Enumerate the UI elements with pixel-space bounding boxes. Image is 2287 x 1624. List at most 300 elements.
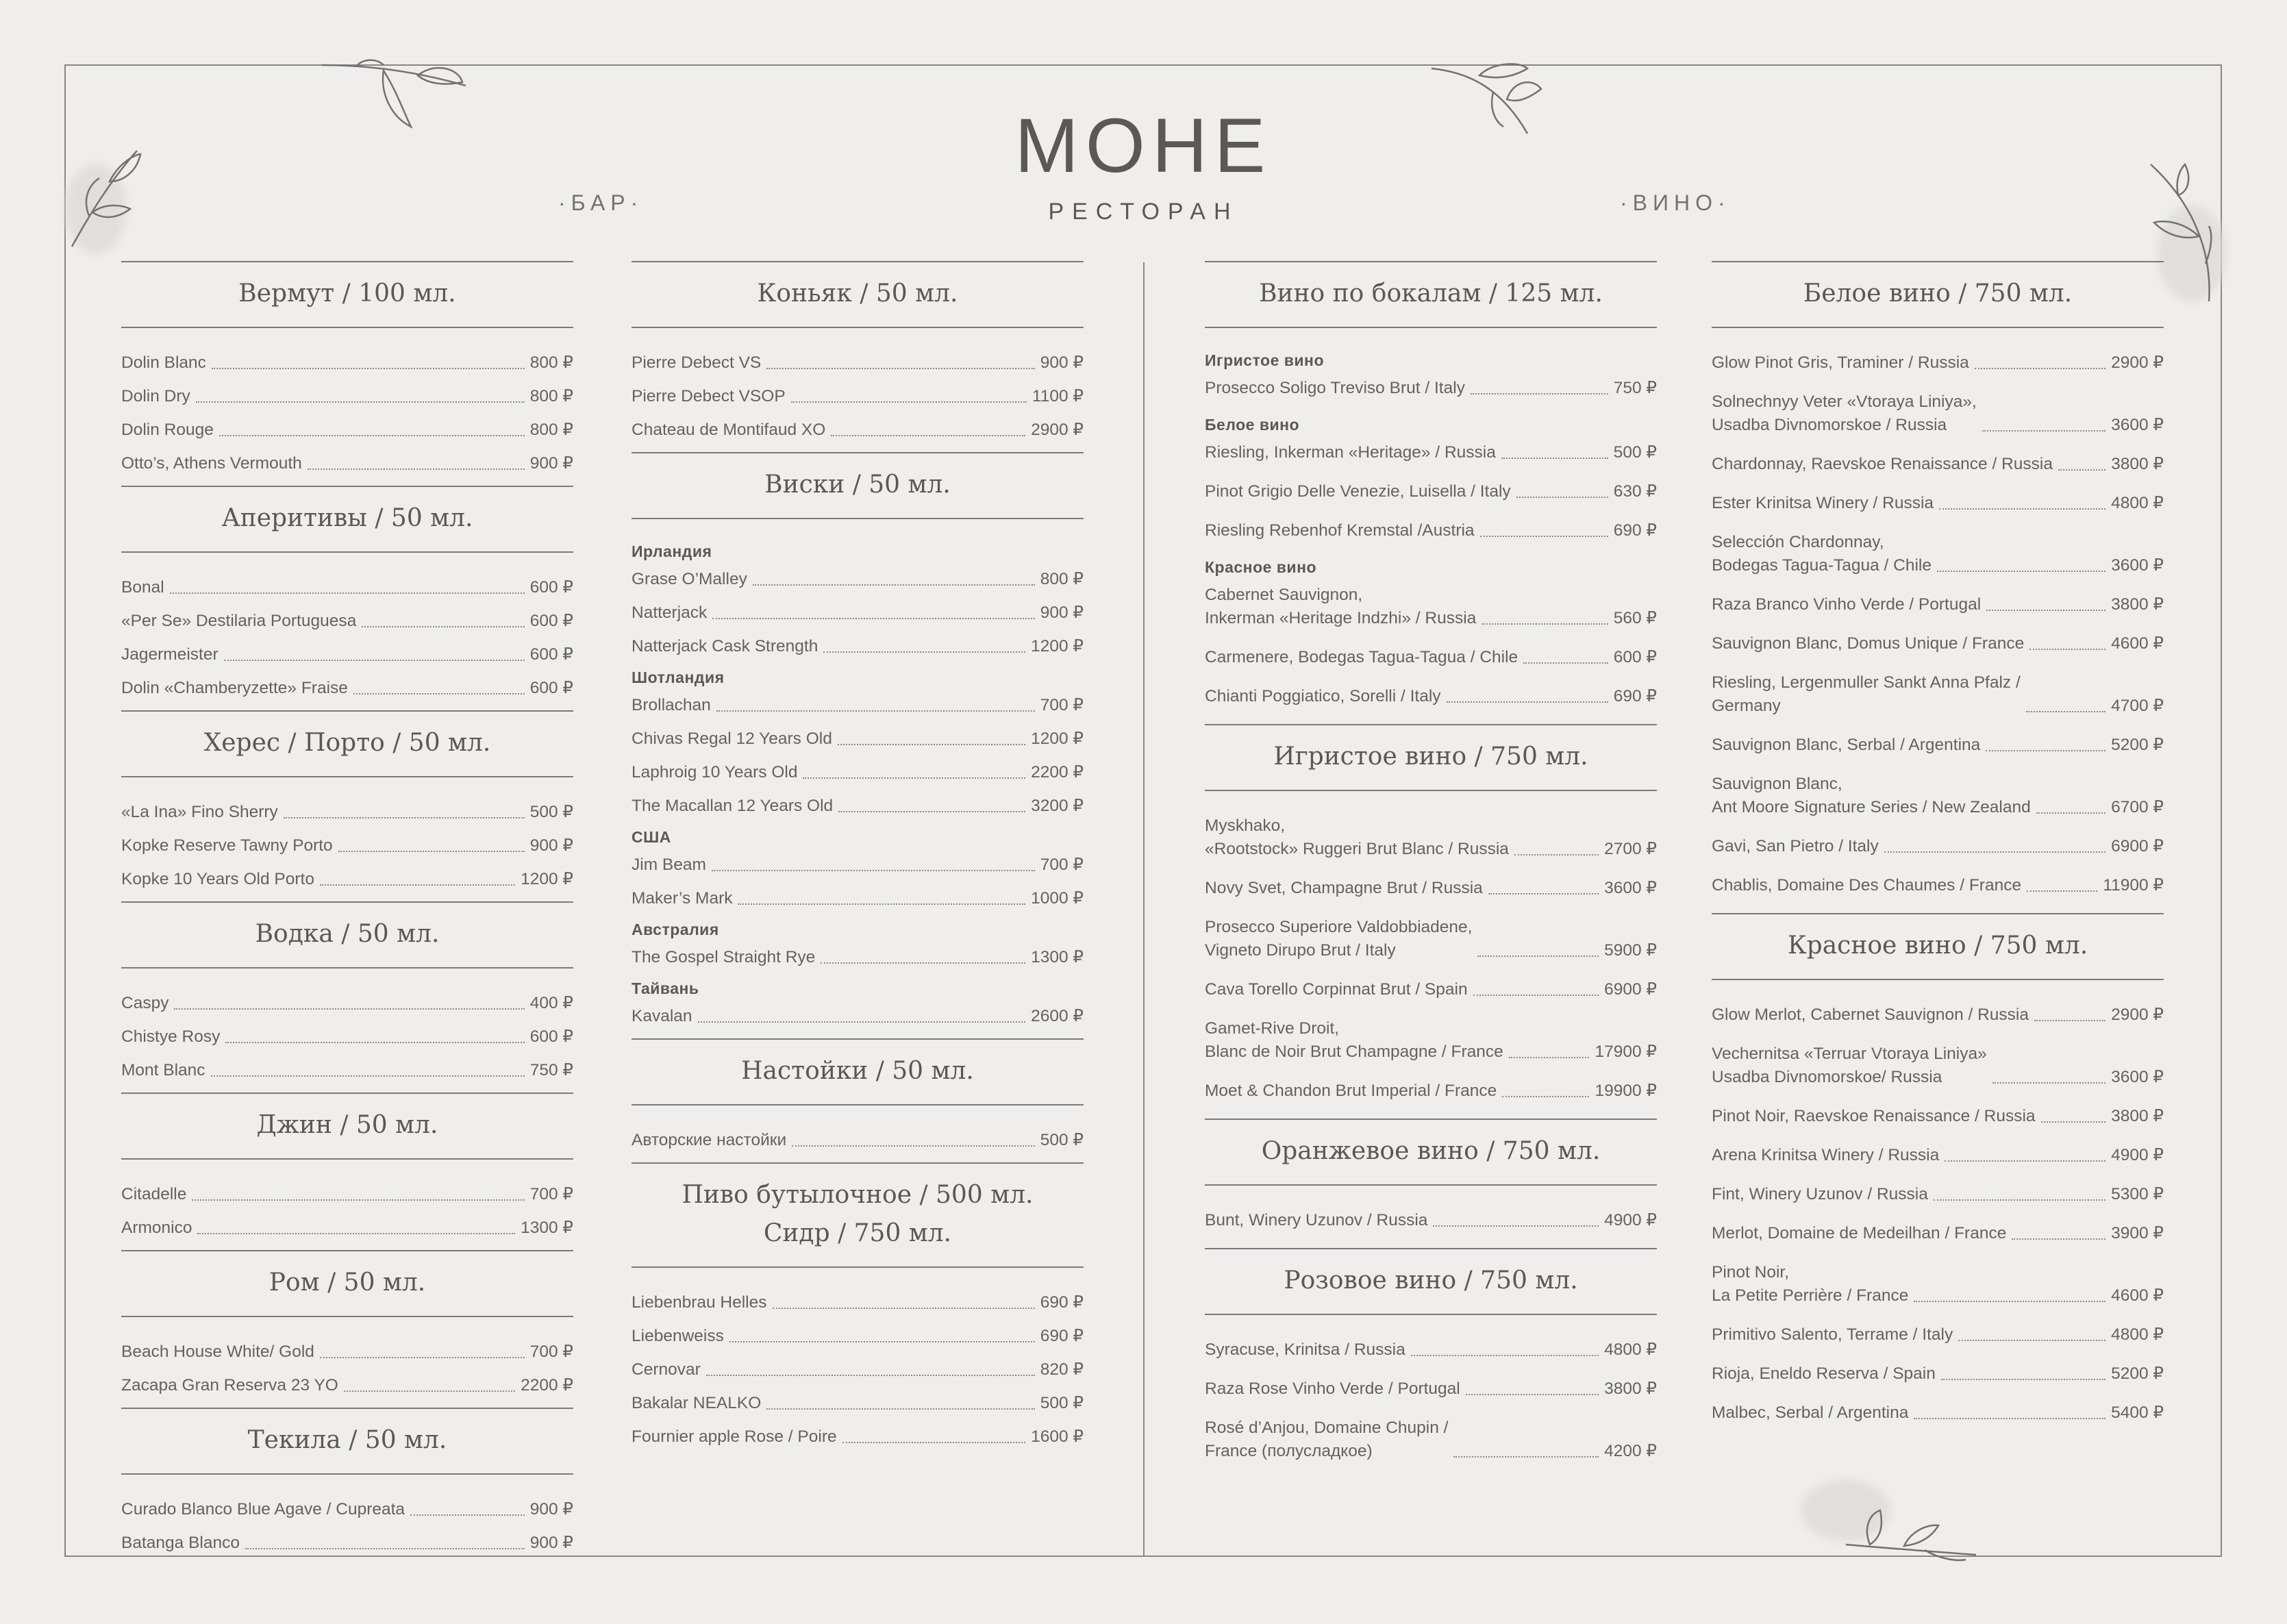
item-name: Mont Blanc [121, 1061, 205, 1079]
item-price: 900 ₽ [529, 836, 573, 855]
item-name: Rioja, Eneldo Reserva / Spain [1712, 1364, 1936, 1383]
dot-leader [1523, 662, 1608, 664]
item-price: 600 ₽ [1613, 648, 1657, 666]
item-name: Pierre Debect VS [632, 353, 762, 372]
item-name: Caspy [121, 994, 169, 1012]
item-price: 4800 ₽ [2111, 1325, 2164, 1344]
item-price: 5200 ₽ [2111, 736, 2164, 754]
item-name: Bunt, Winery Uzunov / Russia [1205, 1211, 1428, 1229]
menu-item [121, 677, 573, 700]
item-price: 2900 ₽ [1031, 421, 1084, 439]
dot-leader [1884, 851, 2105, 853]
menu-column-wine-2 [1712, 261, 2164, 1440]
menu-item [121, 643, 573, 666]
item-name: Jagermeister [121, 645, 218, 664]
section-title: Белое вино / 750 мл. [1803, 279, 2073, 308]
menu-item [121, 834, 573, 858]
item-price: 700 ₽ [529, 1342, 573, 1361]
item-price: 1300 ₽ [1031, 948, 1084, 966]
item-name: Riesling, Lergenmuller Sankt Anna Pfalz / Germany [1712, 673, 2021, 715]
item-price: 400 ₽ [529, 994, 573, 1012]
menu-item [1205, 377, 1657, 400]
item-name: Novy Svet, Champagne Brut / Russia [1205, 879, 1483, 897]
dot-leader [773, 1308, 1035, 1309]
menu-item [1712, 351, 2164, 375]
section-header [632, 261, 1084, 328]
item-name: Kopke Reserve Tawny Porto [121, 836, 333, 855]
dot-leader [320, 1357, 525, 1358]
group-label: Ирландия [632, 542, 712, 560]
section-title: Вино по бокалам / 125 мл. [1259, 279, 1603, 308]
section-title: Джин / 50 мл. [256, 1111, 438, 1139]
item-name: Dolin Blanc [121, 353, 206, 372]
dot-leader [353, 693, 525, 695]
dot-leader [284, 817, 525, 819]
item-name: Dolin Rouge [121, 421, 214, 439]
item-price: 4700 ₽ [2111, 697, 2164, 715]
menu-section [121, 1092, 573, 1240]
section-header [632, 1038, 1084, 1105]
dot-leader [766, 1408, 1034, 1410]
menu-item [121, 610, 573, 633]
menu-item [632, 1005, 1084, 1028]
menu-item [1205, 978, 1657, 1001]
item-price: 3600 ₽ [1604, 879, 1657, 897]
menu-section [1205, 261, 1657, 708]
menu-section [1205, 724, 1657, 1103]
item-name: Malbec, Serbal / Argentina [1712, 1403, 1909, 1422]
item-price: 4600 ₽ [2111, 1286, 2164, 1305]
item-price: 3600 ₽ [2111, 1068, 2164, 1086]
item-price: 820 ₽ [1040, 1360, 1084, 1379]
item-name: Raza Rose Vinho Verde / Portugal [1205, 1379, 1460, 1398]
item-name: Kavalan [632, 1007, 692, 1025]
item-price: 600 ₽ [529, 679, 573, 697]
menu-section [121, 1250, 573, 1397]
menu-item [632, 1392, 1084, 1415]
item-price: 3600 ₽ [2111, 416, 2164, 434]
dot-leader [1466, 1394, 1599, 1395]
item-price: 2200 ₽ [1031, 763, 1084, 782]
item-price: 690 ₽ [1040, 1293, 1084, 1312]
item-name: Maker’s Mark [632, 889, 733, 908]
menu-item [121, 868, 573, 891]
dot-leader [698, 1021, 1026, 1023]
dot-leader [1516, 497, 1608, 498]
dot-leader [1992, 1082, 2105, 1084]
menu-item [1712, 1105, 2164, 1128]
menu-item [1205, 480, 1657, 503]
item-name: Rosé d’Anjou, Domaine Chupin / France (полусладкое) [1205, 1419, 1449, 1460]
item-name: Raza Branco Vinho Verde / Portugal [1712, 595, 1982, 614]
menu-item [632, 419, 1084, 442]
dot-leader [712, 618, 1034, 619]
menu-column-wine-1 [1205, 261, 1657, 1479]
item-name: Primitivo Salento, Terrame / Italy [1712, 1325, 1953, 1344]
section-title: Оранжевое вино / 750 мл. [1261, 1137, 1601, 1165]
dot-leader [1514, 854, 1599, 855]
menu-item [632, 853, 1084, 877]
dot-leader [1482, 623, 1608, 625]
menu-section [121, 901, 573, 1082]
dot-leader [197, 1233, 515, 1234]
item-name: Ester Krinitsa Winery / Russia [1712, 494, 1934, 512]
item-name: Natterjack [632, 603, 708, 622]
item-name: Pinot Grigio Delle Venezie, Luisella / Italy [1205, 482, 1511, 501]
dot-leader [308, 469, 525, 470]
menu-item [1205, 1209, 1657, 1232]
menu-section [1712, 261, 2164, 897]
item-name: Dolin Dry [121, 387, 190, 405]
item-name: Prosecco Superiore Valdobbiadene, Vigneto Dirupo Brut / Italy [1205, 918, 1473, 960]
section-title: Виски / 50 мл. [764, 471, 951, 499]
item-price: 900 ₽ [529, 1500, 573, 1519]
menu-item [121, 576, 573, 599]
section-header [121, 1092, 573, 1160]
section-title: Настойки / 50 мл. [741, 1057, 974, 1085]
item-name: Myskhako, «Rootstock» Ruggeri Brut Blanc / Russia [1205, 816, 1509, 858]
dot-leader [1501, 458, 1608, 459]
item-price: 3900 ₽ [2111, 1224, 2164, 1242]
dot-leader [753, 584, 1035, 586]
menu-item [1205, 1079, 1657, 1103]
menu-item [1205, 916, 1657, 962]
dot-leader [320, 884, 515, 886]
menu-item [1712, 1222, 2164, 1245]
leaf-branch-icon [1842, 1503, 1979, 1565]
item-price: 3800 ₽ [2111, 1107, 2164, 1125]
item-name: Chardonnay, Raevskoe Renaissance / Russia [1712, 455, 2053, 473]
dot-leader [2012, 1238, 2105, 1240]
item-name: Gavi, San Pietro / Italy [1712, 837, 1879, 855]
dot-leader [2029, 649, 2105, 650]
item-name: Arena Krinitsa Winery / Russia [1712, 1146, 1940, 1164]
section-header [1205, 724, 1657, 791]
dot-leader [1480, 536, 1608, 537]
menu-section [1205, 1248, 1657, 1463]
menu-item [121, 452, 573, 475]
section-title: Пиво бутылочное / 500 мл. Сидр / 750 мл. [682, 1181, 1034, 1247]
section-header [1205, 261, 1657, 328]
dot-leader [1433, 1225, 1599, 1227]
item-price: 700 ₽ [1040, 855, 1084, 874]
item-name: Moet & Chandon Brut Imperial / France [1205, 1082, 1497, 1100]
menu-item [632, 694, 1084, 717]
item-name: Prosecco Soligo Treviso Brut / Italy [1205, 379, 1465, 397]
item-name: Grase O’Malley [632, 570, 747, 588]
menu-item [1712, 671, 2164, 718]
item-price: 6700 ₽ [2111, 798, 2164, 816]
dot-leader [170, 592, 525, 594]
item-name: Riesling Rebenhof Kremstal /Austria [1205, 521, 1475, 540]
item-price: 750 ₽ [1613, 379, 1657, 397]
section-title: Аперитивы / 50 мл. [221, 504, 473, 532]
menu-item [632, 761, 1084, 784]
item-price: 700 ₽ [529, 1185, 573, 1203]
item-price: 1600 ₽ [1031, 1427, 1084, 1446]
item-name: Gamet-Rive Droit, Blanc de Noir Brut Champagne / France [1205, 1019, 1503, 1061]
item-price: 1200 ₽ [1031, 729, 1084, 748]
section-title: Текила / 50 мл. [247, 1426, 447, 1454]
item-price: 1300 ₽ [521, 1219, 573, 1237]
menu-item [632, 635, 1084, 658]
item-price: 900 ₽ [1040, 603, 1084, 622]
dot-leader [1975, 368, 2105, 369]
section-header [1205, 1119, 1657, 1186]
item-name: Bonal [121, 578, 164, 597]
item-price: 690 ₽ [1613, 521, 1657, 540]
menu-item [121, 1183, 573, 1206]
menu-item [1205, 519, 1657, 542]
item-name: Brollachan [632, 696, 711, 714]
menu-item [1712, 1183, 2164, 1206]
item-price: 690 ₽ [1040, 1327, 1084, 1345]
section-title: Вермут / 100 мл. [238, 279, 456, 308]
item-name: Liebenweiss [632, 1327, 724, 1345]
item-price: 4800 ₽ [2111, 494, 2164, 512]
item-name: Pinot Noir, Raevskoe Renaissance / Russia [1712, 1107, 2036, 1125]
menu-item [1205, 877, 1657, 900]
item-price: 6900 ₽ [1604, 980, 1657, 999]
group-label: США [632, 828, 671, 846]
item-name: The Macallan 12 Years Old [632, 797, 834, 815]
group-label: Шотландия [632, 669, 725, 686]
item-price: 3600 ₽ [2111, 556, 2164, 575]
dot-leader [803, 777, 1025, 779]
dot-leader [338, 851, 525, 852]
item-price: 4600 ₽ [2111, 634, 2164, 653]
item-name: Citadelle [121, 1185, 187, 1203]
item-name: Авторские настойки [632, 1131, 787, 1149]
menu-item [1712, 773, 2164, 819]
menu-item [1712, 1003, 2164, 1027]
item-price: 500 ₽ [1040, 1131, 1084, 1149]
section-title: Водка / 50 мл. [255, 920, 440, 948]
menu-item [1712, 1042, 2164, 1089]
item-price: 800 ₽ [529, 387, 573, 405]
group-label: Тайвань [632, 979, 699, 997]
menu-section [121, 261, 573, 475]
menu-item [632, 1425, 1084, 1449]
section-title: Коньяк / 50 мл. [757, 279, 958, 308]
menu-item [1205, 1416, 1657, 1463]
item-price: 800 ₽ [529, 353, 573, 372]
item-name: Jim Beam [632, 855, 706, 874]
menu-item [1712, 593, 2164, 616]
menu-item [1712, 1362, 2164, 1386]
item-price: 4900 ₽ [1604, 1211, 1657, 1229]
menu-item [1712, 874, 2164, 897]
item-name: Otto’s, Athens Vermouth [121, 454, 302, 473]
item-price: 1100 ₽ [1032, 387, 1084, 405]
item-price: 3800 ₽ [2111, 455, 2164, 473]
menu-item [1712, 1261, 2164, 1308]
item-price: 6900 ₽ [2111, 837, 2164, 855]
section-header [121, 261, 573, 328]
menu-item [1712, 390, 2164, 437]
dot-leader [1941, 1379, 2105, 1380]
dot-leader [1509, 1057, 1590, 1058]
dot-leader [1411, 1355, 1599, 1356]
item-name: Cabernet Sauvignon, Inkerman «Heritage Indzhi» / Russia [1205, 586, 1477, 627]
item-price: 2700 ₽ [1604, 840, 1657, 858]
item-name: Cava Torello Corpinnat Brut / Spain [1205, 980, 1468, 999]
dot-leader [729, 1341, 1035, 1342]
section-header [1712, 261, 2164, 328]
section-title: Игристое вино / 750 мл. [1273, 742, 1588, 771]
dot-leader [2034, 1020, 2105, 1021]
menu-item [632, 727, 1084, 751]
dot-leader [1937, 571, 2105, 572]
section-header [1712, 913, 2164, 980]
menu-item [632, 1129, 1084, 1152]
menu-section [632, 261, 1084, 442]
item-name: Pierre Debect VSOP [632, 387, 786, 405]
item-name: Vechernitsa «Terruar Vtoraya Liniya» Usadba Divnomorskoe/ Russia [1712, 1045, 1987, 1086]
dot-leader [1453, 1456, 1599, 1458]
menu-item [1205, 441, 1657, 464]
item-price: 560 ₽ [1613, 609, 1657, 627]
item-name: Pinot Noir, La Petite Perrière / France [1712, 1263, 1909, 1305]
item-name: Sauvignon Blanc, Serbal / Argentina [1712, 736, 1981, 754]
dot-leader [410, 1514, 525, 1516]
dot-leader [1958, 1340, 2105, 1341]
dot-leader [821, 962, 1025, 964]
item-name: «Per Se» Destilaria Portuguesa [121, 612, 357, 630]
dot-leader [211, 1075, 525, 1077]
item-price: 3800 ₽ [2111, 595, 2164, 614]
dot-leader [1488, 893, 1599, 895]
item-name: Cernovar [632, 1360, 701, 1379]
menu-item [1712, 531, 2164, 577]
item-name: Sauvignon Blanc, Domus Unique / France [1712, 634, 2025, 653]
menu-item [121, 1498, 573, 1521]
section-title: Красное вино / 750 мл. [1787, 932, 2088, 960]
page-divider [1143, 262, 1145, 1557]
item-name: «La Ina» Fino Sherry [121, 803, 278, 821]
menu-item [1205, 1017, 1657, 1064]
dot-leader [2041, 1121, 2106, 1123]
dot-leader [219, 435, 525, 436]
menu-item [1712, 632, 2164, 655]
menu-section [121, 1408, 573, 1555]
section-header [121, 901, 573, 969]
menu-item [632, 887, 1084, 910]
item-price: 3200 ₽ [1031, 797, 1084, 815]
dot-leader [344, 1390, 515, 1392]
dot-leader [192, 1199, 524, 1201]
menu-item [121, 1216, 573, 1240]
item-name: The Gospel Straight Rye [632, 948, 816, 966]
menu-section [632, 452, 1084, 1028]
item-name: Chianti Poggiatico, Sorelli / Italy [1205, 687, 1441, 705]
item-price: 500 ₽ [529, 803, 573, 821]
dot-leader [791, 401, 1027, 403]
item-price: 900 ₽ [529, 1534, 573, 1552]
restaurant-subtitle: РЕСТОРАН [1048, 199, 1239, 225]
item-price: 600 ₽ [529, 578, 573, 597]
menu-item [1205, 685, 1657, 708]
dot-leader [174, 1008, 524, 1010]
section-header [121, 1408, 573, 1475]
bar-heading: ·БАР· [558, 190, 644, 215]
dot-leader [1502, 1096, 1589, 1097]
item-price: 600 ₽ [529, 612, 573, 630]
dot-leader [766, 368, 1034, 369]
item-name: Selección Chardonnay, Bodegas Tagua-Tagua / Chile [1712, 533, 1932, 575]
menu-section [1712, 913, 2164, 1425]
dot-leader [706, 1375, 1035, 1376]
item-name: Natterjack Cask Strength [632, 637, 818, 655]
item-price: 1000 ₽ [1031, 889, 1084, 908]
dot-leader [1986, 750, 2105, 751]
menu-section [121, 710, 573, 891]
menu-item [1712, 492, 2164, 515]
item-price: 600 ₽ [529, 1027, 573, 1046]
item-name: Curado Blanco Blue Agave / Cupreata [121, 1500, 405, 1519]
dot-leader [224, 660, 525, 661]
item-price: 4200 ₽ [1604, 1442, 1657, 1460]
section-header [632, 452, 1084, 519]
item-name: Riesling, Inkerman «Heritage» / Russia [1205, 443, 1496, 462]
menu-item [121, 1025, 573, 1049]
dot-leader [738, 903, 1025, 905]
menu-item [121, 419, 573, 442]
item-price: 2900 ₽ [2111, 353, 2164, 372]
dot-leader [2058, 469, 2105, 471]
dot-leader [1447, 701, 1608, 703]
group-label: Красное вино [1205, 558, 1317, 576]
item-name: Laphroig 10 Years Old [632, 763, 798, 782]
item-name: Chablis, Domaine Des Chaumes / France [1712, 876, 2022, 895]
item-name: Fournier apple Rose / Poire [632, 1427, 837, 1446]
menu-item [632, 351, 1084, 375]
dot-leader [1471, 393, 1608, 395]
item-name: Sauvignon Blanc, Ant Moore Signature Series / New Zealand [1712, 775, 2031, 816]
menu-item [1712, 835, 2164, 858]
menu-section [632, 1162, 1084, 1449]
item-price: 1200 ₽ [521, 870, 573, 888]
item-name: Bakalar NEALKO [632, 1394, 762, 1412]
group-label: Игристое вино [1205, 351, 1325, 369]
dot-leader [225, 1042, 524, 1043]
item-name: Glow Pinot Gris, Traminer / Russia [1712, 353, 1969, 372]
item-price: 500 ₽ [1613, 443, 1657, 462]
item-name: Kopke 10 Years Old Porto [121, 870, 314, 888]
menu-item [632, 385, 1084, 408]
item-price: 5300 ₽ [2111, 1185, 2164, 1203]
item-name: Carmenere, Bodegas Tagua-Tagua / Chile [1205, 648, 1519, 666]
item-name: Chivas Regal 12 Years Old [632, 729, 832, 748]
menu-section [632, 1038, 1084, 1152]
menu-item [121, 1374, 573, 1397]
item-price: 11900 ₽ [2103, 876, 2164, 895]
section-header [121, 1250, 573, 1317]
menu-column-bar-1 [121, 261, 573, 1565]
menu-section [121, 486, 573, 700]
item-price: 19900 ₽ [1595, 1082, 1657, 1100]
section-header [121, 710, 573, 777]
group-label: Австралия [632, 921, 719, 938]
dot-leader [716, 710, 1035, 712]
menu-item [121, 801, 573, 824]
menu-item [632, 1291, 1084, 1314]
item-price: 750 ₽ [529, 1061, 573, 1079]
dot-leader [831, 435, 1025, 436]
dot-leader [212, 368, 525, 369]
item-price: 690 ₽ [1613, 687, 1657, 705]
menu-item [121, 992, 573, 1015]
